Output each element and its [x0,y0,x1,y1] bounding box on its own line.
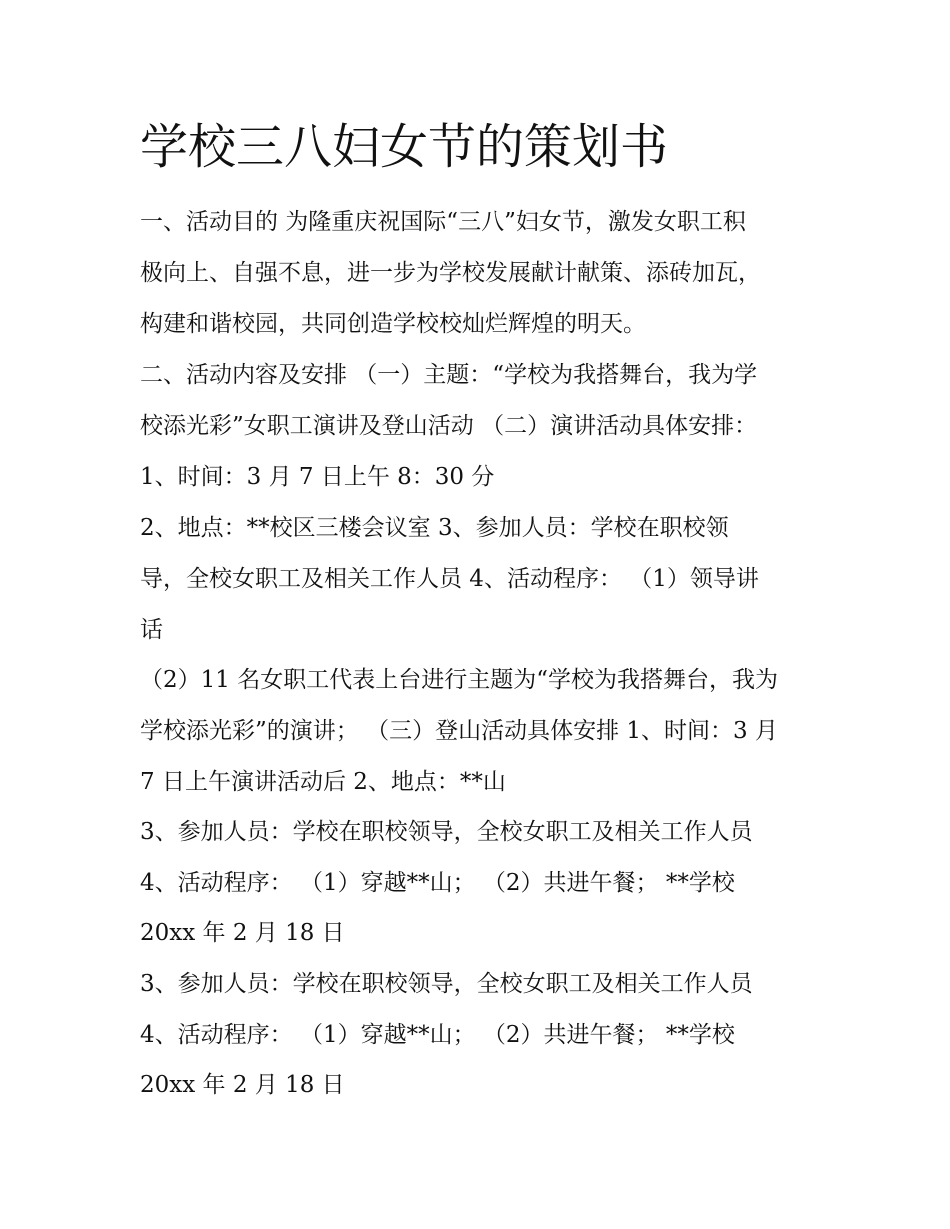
paragraph-line: 20xx 年 2 月 18 日 [140,1072,345,1098]
paragraph-line: 2、地点：**校区三楼会议室 3、参加人员：学校在职校领 [140,515,729,541]
paragraph-line: 4、活动程序： （1）穿越**山； （2）共进午餐； **学校 [140,870,735,896]
paragraph-line: 构建和谐校园，共同创造学校校灿烂辉煌的明天。 [140,311,646,337]
paragraph-line: 导，全校女职工及相关工作人员 4、活动程序： （1）领导讲 [140,566,759,592]
paragraph-line: 3、参加人员：学校在职校领导，全校女职工及相关工作人员 [140,971,753,997]
paragraph-line: （2）11 名女职工代表上台进行主题为“学校为我搭舞台，我为 [140,667,778,693]
paragraph-line: 极向上、自强不息，进一步为学校发展献计献策、添砖加瓦， [140,260,761,286]
paragraph-line: 校添光彩”女职工演讲及登山活动 （二）演讲活动具体安排： [140,413,758,439]
paragraph-line: 4、活动程序： （1）穿越**山； （2）共进午餐； **学校 [140,1022,735,1048]
paragraph-line: 20xx 年 2 月 18 日 [140,920,345,946]
paragraph-line: 话 [140,617,163,643]
paragraph-line: 7 日上午演讲活动后 2、地点：**山 [140,769,506,795]
document-title: 学校三八妇女节的策划书 [140,119,669,175]
paragraph-line: 1、时间：3 月 7 日上午 8：30 分 [140,464,495,490]
paragraph-line: 一、活动目的 为隆重庆祝国际“三八”妇女节，激发女职工积 [140,209,746,235]
paragraph-line: 3、参加人员：学校在职校领导，全校女职工及相关工作人员 [140,819,753,845]
paragraph-line: 学校添光彩”的演讲； （三）登山活动具体安排 1、时间：3 月 [140,718,778,744]
paragraph-line: 二、活动内容及安排 （一）主题：“学校为我搭舞台，我为学 [140,362,758,388]
